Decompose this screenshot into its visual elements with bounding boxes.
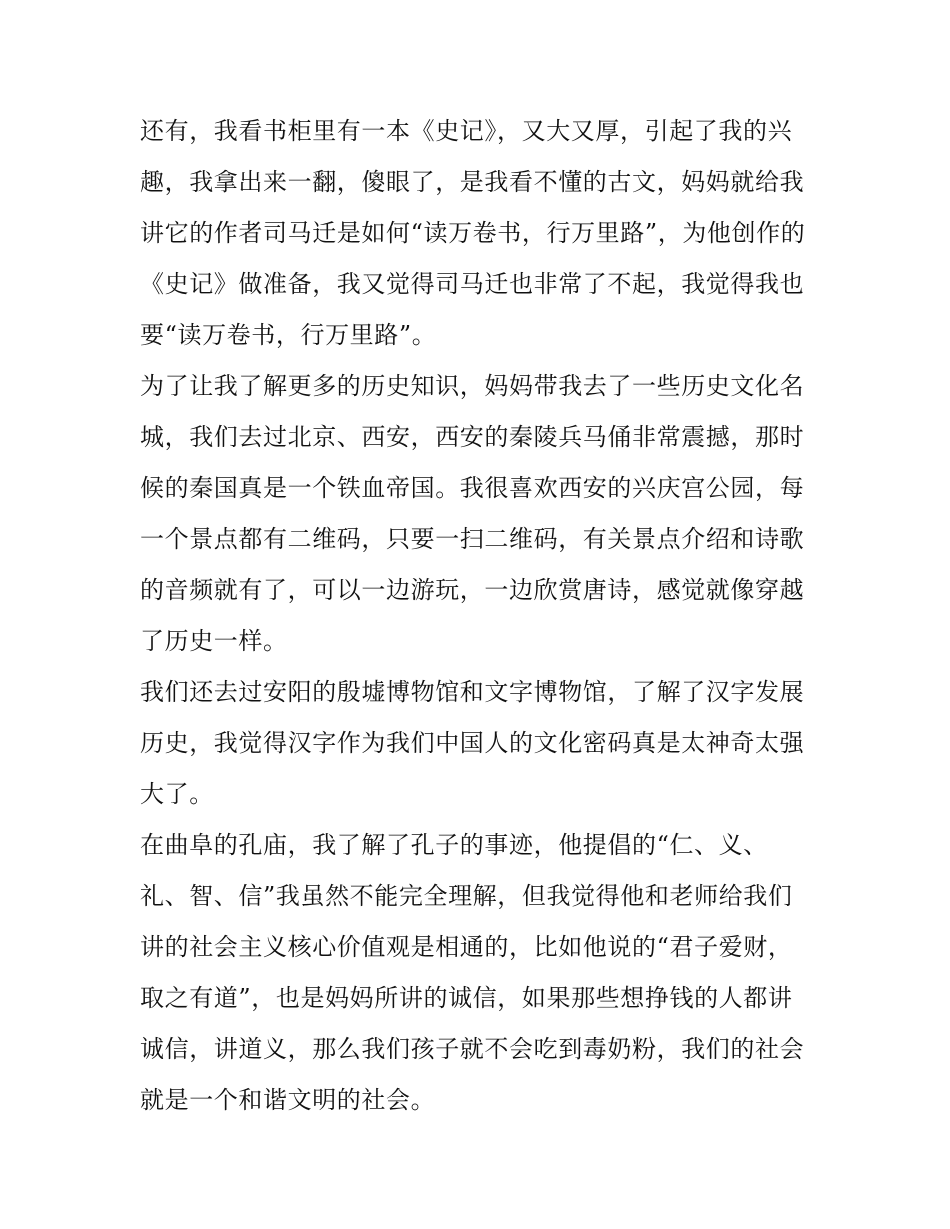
text-line: 的音频就有了，可以一边游玩，一边欣赏唐诗，感觉就像穿越 <box>140 576 805 604</box>
text-line: 我们还去过安阳的殷墟博物馆和文字博物馆，了解了汉字发展 <box>140 678 805 706</box>
text-line: 历史，我觉得汉字作为我们中国人的文化密码真是太神奇太强 <box>140 729 805 757</box>
text-line: 在曲阜的孔庙，我了解了孔子的事迹，他提倡的“仁、义、 <box>140 831 768 859</box>
document-body <box>140 106 820 1126</box>
text-line: 候的秦国真是一个铁血帝国。我很喜欢西安的兴庆宫公园，每 <box>140 474 805 502</box>
text-line: 趣，我拿出来一翻，傻眼了，是我看不懂的古文，妈妈就给我 <box>140 168 805 196</box>
text-line: 礼、智、信”我虽然不能完全理解，但我觉得他和老师给我们 <box>140 882 793 910</box>
text-line: 了历史一样。 <box>140 627 288 655</box>
text-line: 就是一个和谐文明的社会。 <box>140 1086 436 1114</box>
text-line: 要“读万卷书，行万里路”。 <box>140 321 437 349</box>
text-line: 还有，我看书柜里有一本《史记》，又大又厚，引起了我的兴 <box>140 117 793 145</box>
text-line: 《史记》做准备，我又觉得司马迁也非常了不起，我觉得我也 <box>140 270 805 298</box>
text-line: 讲它的作者司马迁是如何“读万卷书，行万里路”，为他创作的 <box>140 219 806 247</box>
text-line: 为了让我了解更多的历史知识，妈妈带我去了一些历史文化名 <box>140 372 805 400</box>
text-line: 城，我们去过北京、西安，西安的秦陵兵马俑非常震撼，那时 <box>140 423 805 451</box>
text-line: 大了。 <box>140 780 214 808</box>
paragraph-3 <box>140 667 820 820</box>
paragraph-2 <box>140 361 820 667</box>
text-line: 讲的社会主义核心价值观是相通的，比如他说的“君子爱财， <box>140 933 793 961</box>
text-line: 诚信，讲道义，那么我们孩子就不会吃到毒奶粉，我们的社会 <box>140 1035 805 1063</box>
text-line: 取之有道”，也是妈妈所讲的诚信，如果那些想挣钱的人都讲 <box>140 984 793 1012</box>
paragraph-1 <box>140 106 820 361</box>
text-line: 一个景点都有二维码，只要一扫二维码，有关景点介绍和诗歌 <box>140 525 805 553</box>
paragraph-4 <box>140 820 820 1126</box>
